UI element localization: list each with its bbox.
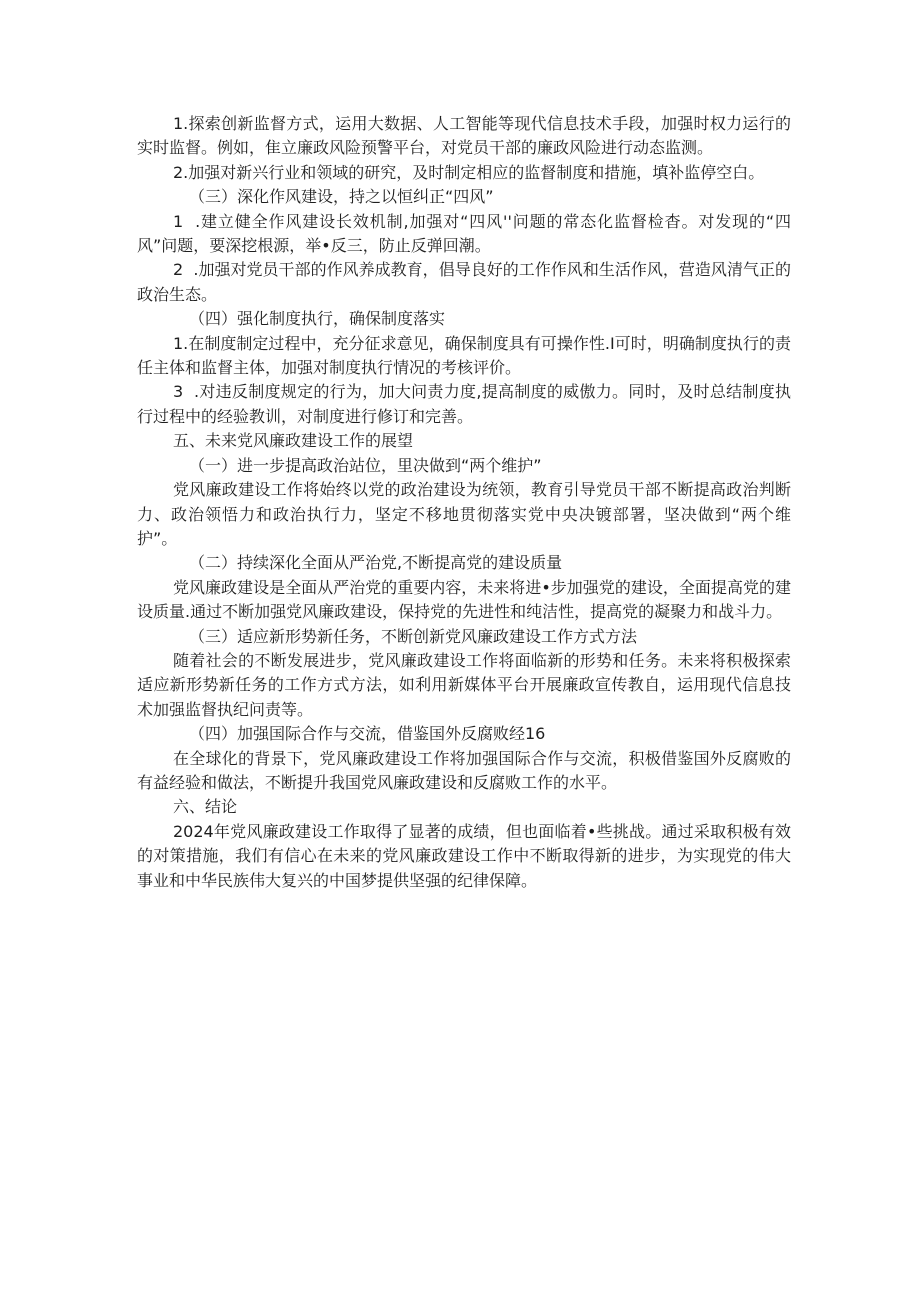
- paragraph-international: 在全球化的背景下，党风廉政建设工作将加强国际合作与交流，积极借鉴国外反腐败的有益经验和做法，不断提升我国党风廉政建设和反腐败工作的水平。: [137, 748, 791, 792]
- subheading-deepen-style: （三）深化作风建设，持之以恒纠正“四风”: [189, 187, 494, 207]
- paragraph-conclusion: 2024年党风廉政建设工作取得了显著的成绩，但也面临着•些挑战。通过采取积极有效的对策措施，我们有信心在未来的党风廉政建设工作中不断取得新的进步，为实现党的伟大事业和中华民族伟大复兴的中国梦提供坚强的纪律保障。: [137, 821, 791, 890]
- paragraph-system-making: 1.在制度制定过程中，充分征求意见，确保制度具有可操作性.I可时，明确制度执行的责任主体和监督主体，加强对制度执行情况的考核评价。: [137, 333, 791, 378]
- paragraph-political-stance: 党风廉政建设工作将始终以党的政治建设为统领，教育引导党员干部不断提高政治判断力、政治领悟力和政治执行力，坚定不移地贯彻落实党中央决镀部署，坚决做到“两个维护”。: [137, 480, 791, 548]
- subheading-political-stance: （一）进一步提高政治站位，里决做到“两个维护”: [189, 455, 542, 475]
- paragraph-innovate-supervision: 1.探索创新监督方式，运用大数据、人工智能等现代信息技术手段，加强时权力运行的实时监督。例如，隹立廉政风险预警平台，对党员干部的廉政风险进行动态监测。: [137, 114, 791, 158]
- subheading-new-methods: （三）适应新形势新任务，不断创新党风廉政建设工作方式方法: [189, 626, 638, 646]
- paragraph-new-methods: 随着社会的不断发展进步，党风廉政建设工作将面临新的形势和任务。未来将积极探索适应新形势新任务的工作方式方法，如利用新媒体平台开展廉政宣传教自，运用现代信息技术加强监督执纪问责等。: [137, 650, 791, 719]
- document-body: [137, 112, 791, 893]
- section-heading-conclusion: 六、结论: [173, 797, 238, 817]
- subheading-system-execution: （四）强化制度执行，确保制度落实: [189, 309, 446, 329]
- subheading-party-governance: （二）持续深化全面从严治党,不断提高党的建设质量: [189, 553, 563, 573]
- section-heading-outlook: 五、未来党风廉政建设工作的展望: [173, 431, 414, 451]
- paragraph-party-governance: 党风廉政建设是全面从严治党的重要内容，未来将进•步加强党的建设，全面提高党的建设质量.通过不断加强党风廉政建设，保持党的先进性和纯洁性，提高党的凝聚力和战斗力。: [137, 577, 791, 622]
- paragraph-style-education: 2 .加强对党员干部的作风养成教育，倡导良好的工作作风和生活作风，营造风清气正的政治生态。: [137, 260, 791, 304]
- paragraph-accountability: 3 .对违反制度规定的行为，加大问责力度,提高制度的威傲力。同时，及时总结制度执行过程中的经验教训，对制度进行修订和完善。: [137, 382, 791, 426]
- subheading-international: （四）加强国际合作与交流，借鉴国外反腐败经16: [189, 724, 546, 744]
- paragraph-style-mechanism: 1 .建立健全作风建设长效机制,加强对“四风''问题的常态化监督检杳。对发现的“四风”问题，要深挖根源，举•反三，防止反弹回潮。: [137, 211, 791, 256]
- paragraph-new-industries: 2.加强对新兴行业和领域的研究，及时制定相应的监督制度和措施，填补监停空白。: [173, 162, 765, 182]
